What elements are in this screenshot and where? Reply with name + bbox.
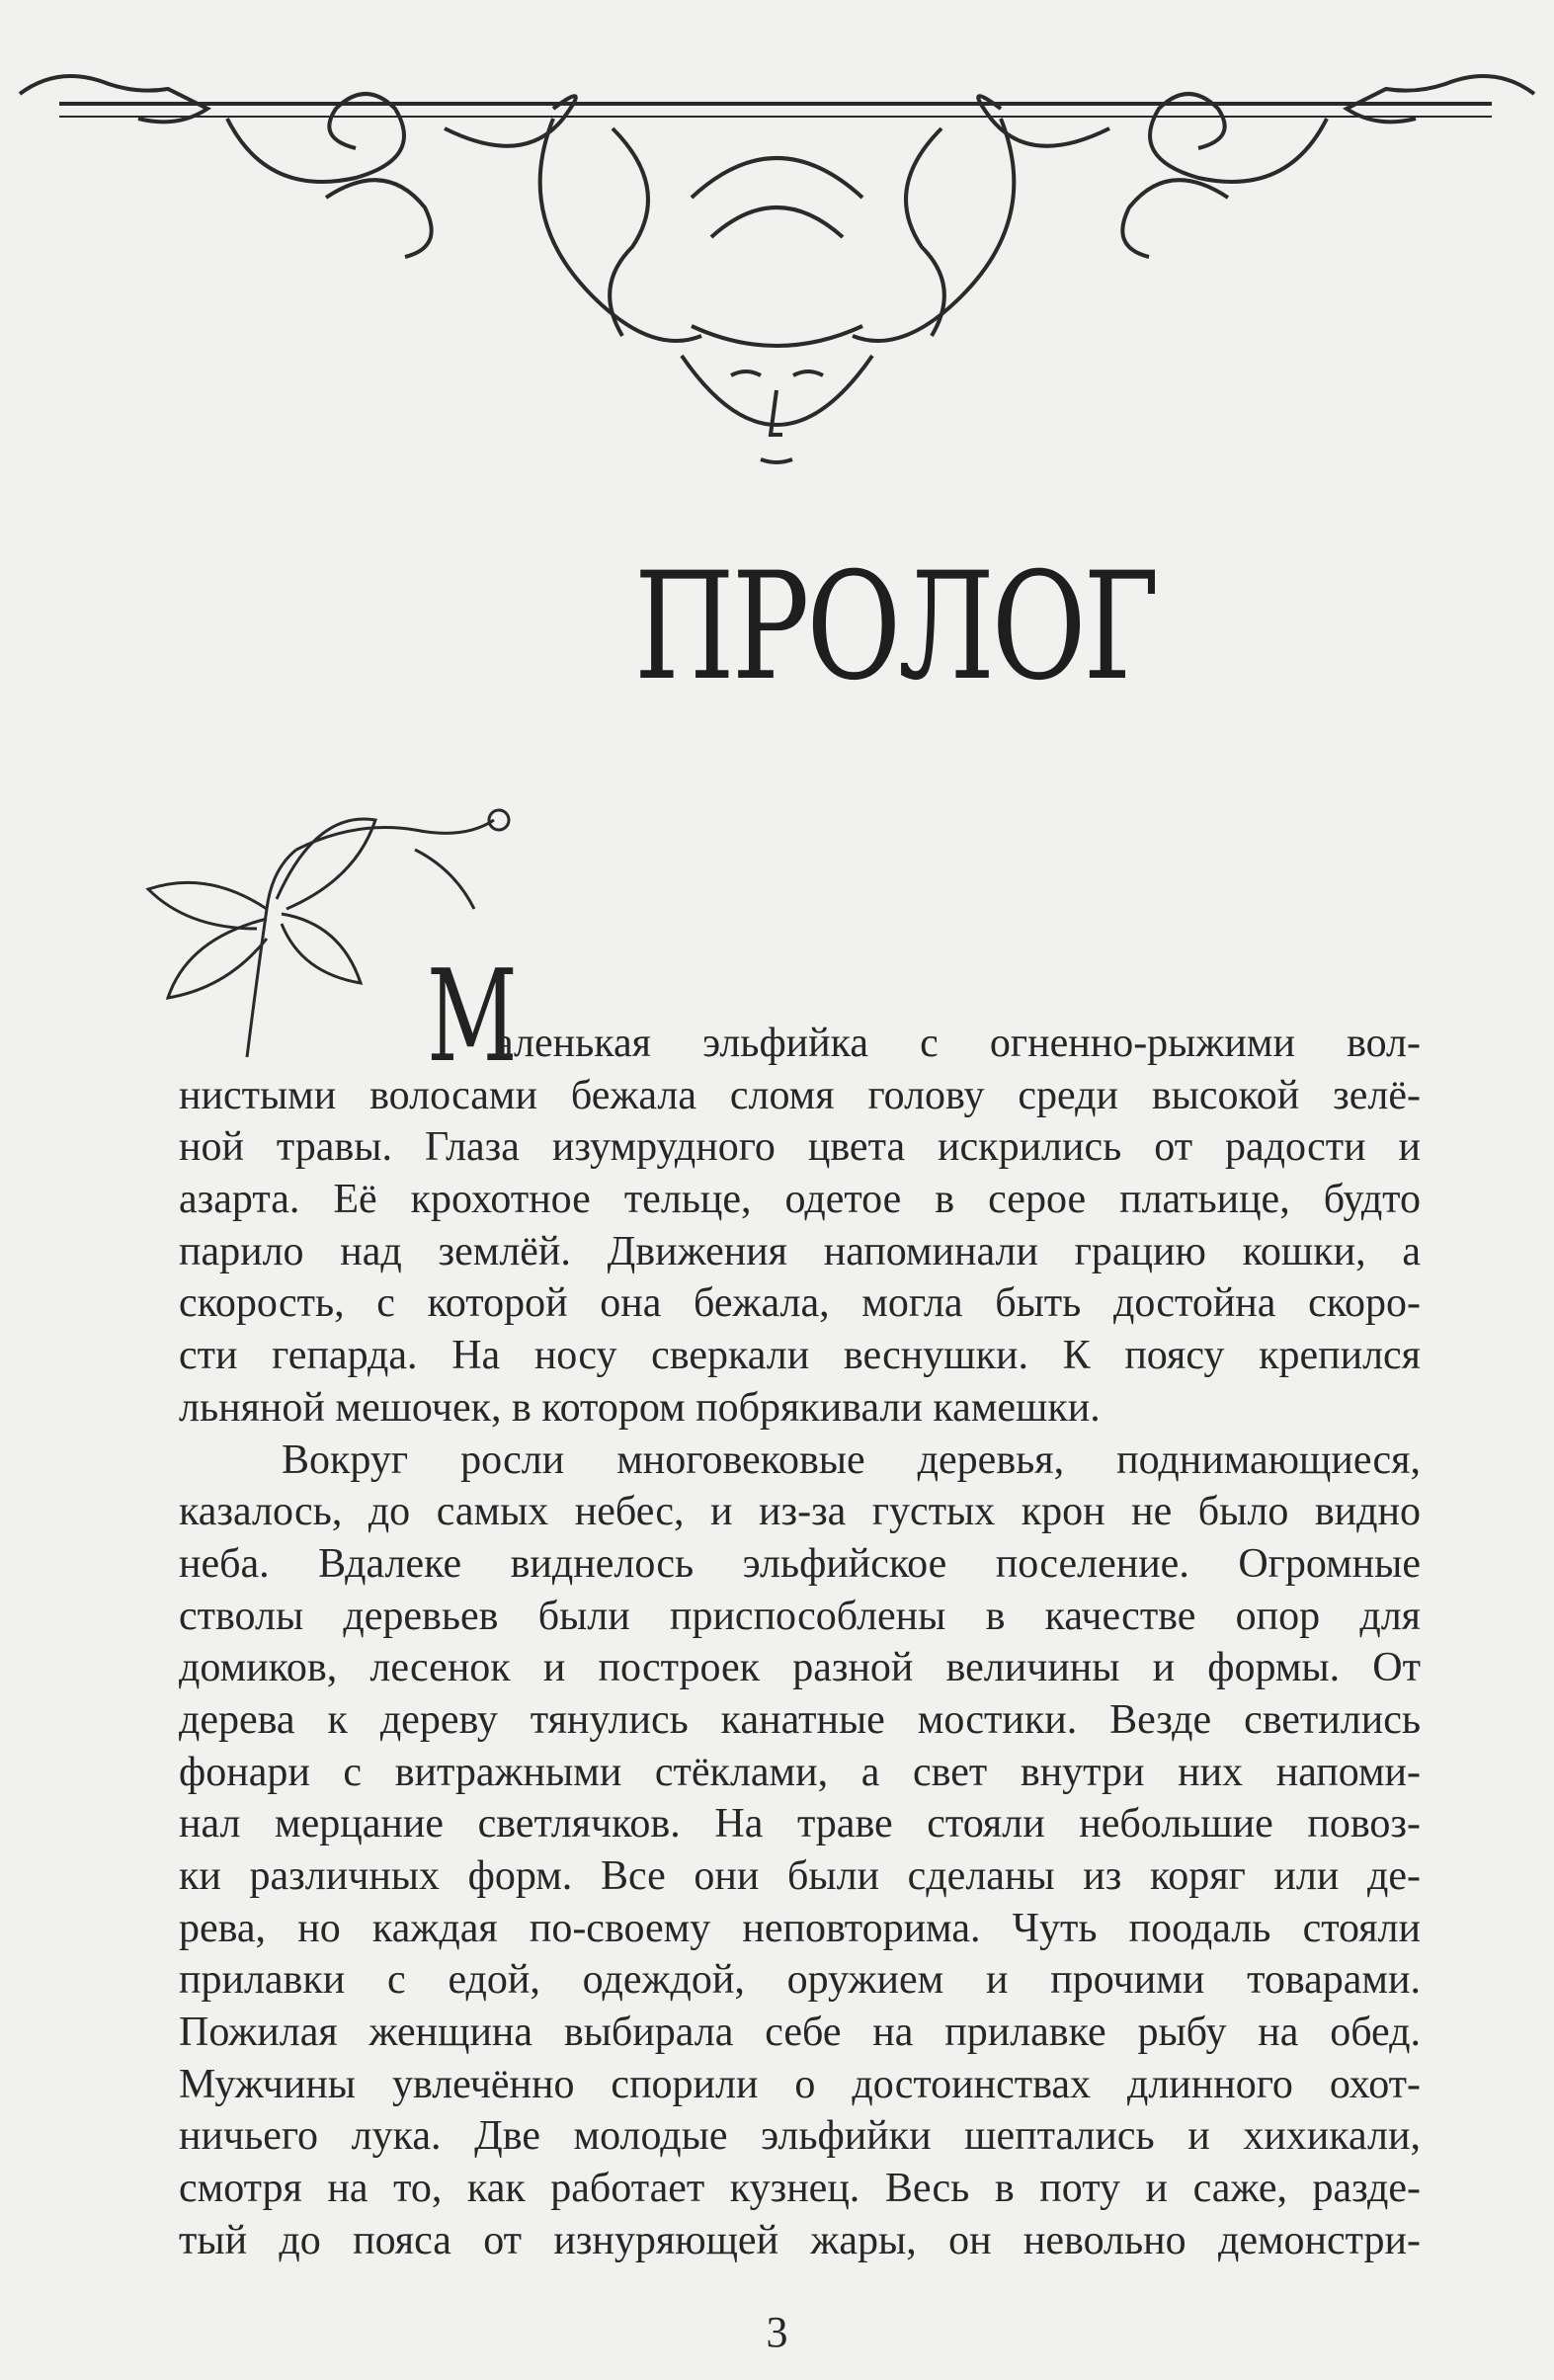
text-line: фонари с витражными стёклами, а свет внутри них напоми- xyxy=(179,1749,1421,1795)
text-line: ки различных форм. Все они были сделаны из коряг или де- xyxy=(179,1853,1421,1899)
text-line: казалось, до самых небес, и из-за густых крон не было видно xyxy=(179,1489,1421,1535)
text-line: нистыми волосами бежала сломя голову среди высокой зелё- xyxy=(179,1072,1421,1118)
text-line: неба. Вдалеке виднелось эльфийское поселение. Огромные xyxy=(179,1540,1421,1587)
text-line: рева, но каждая по-своему неповторима. Чуть поодаль стояли xyxy=(179,1905,1421,1951)
text-line: Вокруг росли многовековые деревья, поднимающиеся, xyxy=(282,1436,1421,1483)
text-line: азарта. Её крохотное тельце, одетое в серое платьице, будто xyxy=(179,1177,1421,1223)
text-line: домиков, лесенок и построек разной величины и формы. От xyxy=(179,1645,1421,1691)
header-ornament-illustration xyxy=(0,0,1554,514)
body-text xyxy=(179,1018,1421,2267)
chapter-title: ПРОЛОГ xyxy=(633,541,1157,713)
page-number: 3 xyxy=(766,2308,788,2356)
text-line: Пожилая женщина выбирала себе на прилавке рыбу на обед. xyxy=(179,2010,1421,2056)
drop-cap: М xyxy=(427,944,518,1091)
text-line: сти гепарда. На носу сверкали веснушки. К поясу крепился xyxy=(179,1333,1421,1379)
text-line: тый до пояса от изнуряющей жары, он невольно демонстри- xyxy=(179,2217,1421,2263)
text-line: ничьего лука. Две молодые эльфийки шептались и хихикали, xyxy=(179,2113,1421,2160)
text-line: скорость, с которой она бежала, могла быть достойна скоро- xyxy=(179,1280,1421,1327)
text-line: аленькая эльфийка с огненно-рыжими вол- xyxy=(495,1021,1421,1066)
paragraph xyxy=(179,1018,1421,1435)
text-line: дерева к дереву тянулись канатные мостики. Везде светились xyxy=(179,1696,1421,1743)
text-line: нал мерцание светлячков. На траве стояли небольшие повоз- xyxy=(179,1801,1421,1847)
paragraph xyxy=(179,1435,1421,2267)
text-line: ной травы. Глаза изумрудного цвета искрились от радости и xyxy=(179,1124,1421,1171)
text-line: прилавки с едой, одеждой, оружием и прочими товарами. xyxy=(179,1957,1421,2004)
text-line: льняной мешочек, в котором побрякивали камешки. xyxy=(179,1384,1101,1431)
text-line: стволы деревьев были приспособлены в качестве опор для xyxy=(179,1593,1421,1639)
text-line: смотря на то, как работает кузнец. Весь в поту и саже, разде- xyxy=(179,2166,1421,2212)
text-line: парило над землёй. Движения напоминали грацию кошки, а xyxy=(179,1228,1421,1274)
text-line: Мужчины увлечённо спорили о достоинствах длинного охот- xyxy=(179,2061,1421,2107)
